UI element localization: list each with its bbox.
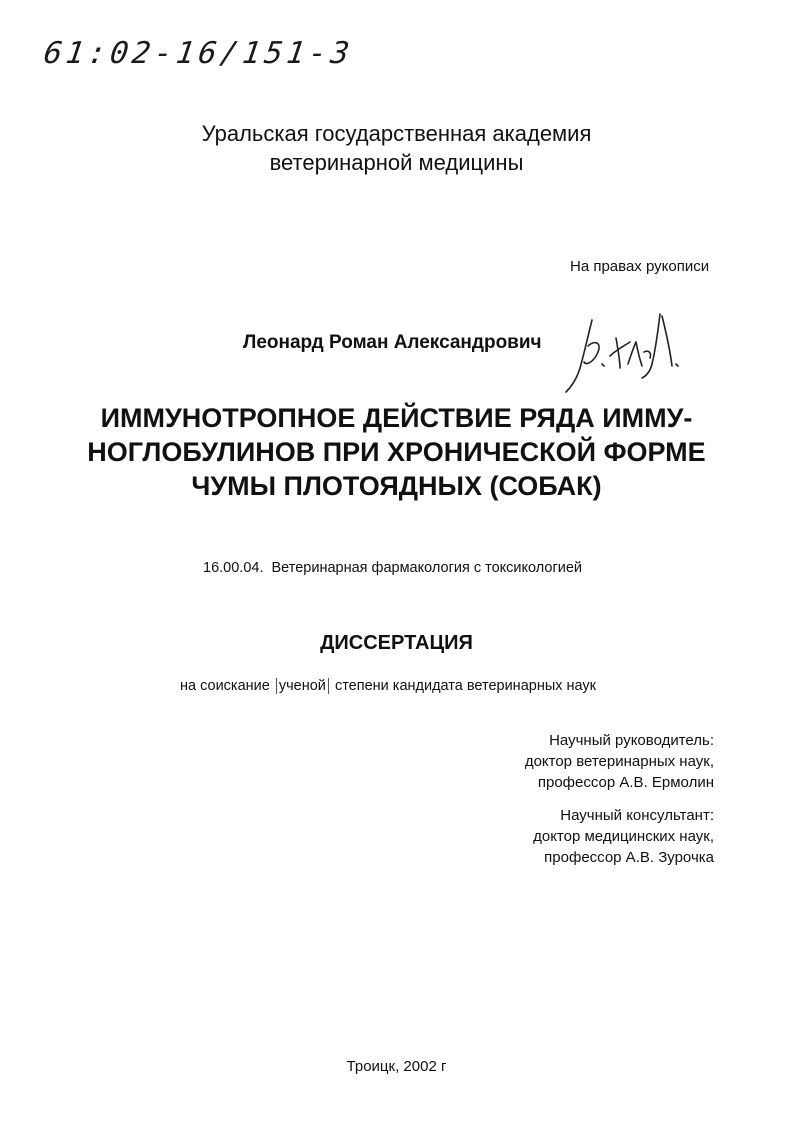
degree-statement [180,678,596,694]
document-type: ДИССЕРТАЦИЯ [320,632,473,654]
author-name: Леонард Роман Александрович [243,332,542,353]
consultant-name: профессор А.В. Зурочка [544,849,714,866]
degree-suffix: степени кандидата ветеринарных наук [334,678,597,694]
specialty-code: 16.00.04. [203,560,264,576]
dissertation-title-line-3: ЧУМЫ ПЛОТОЯДНЫХ (СОБАК) [191,471,602,501]
specialty-name: Ветеринарная фармакология с токсикологией [271,560,583,576]
place-and-year: Троицк, 2002 г [346,1058,447,1075]
institution-line-2: ветеринарной медицины [269,150,524,175]
supervisor-name: профессор А.В. Ермолин [537,774,714,791]
handwritten-catalog-number: 61:02-16/151-3 [41,36,356,71]
consultant-degree: доктор медицинских наук, [533,828,714,845]
supervisor-degree: доктор ветеринарных наук, [524,753,714,770]
specialty [203,560,582,576]
supervisor-role: Научный руководитель: [549,732,714,749]
consultant-role: Научный консультант: [560,807,714,824]
degree-prefix: на соискание [180,678,270,694]
degree-boxed-word: ученой [276,678,329,694]
rights-note: На правах рукописи [570,258,710,275]
dissertation-title-line-1: ИММУНОТРОПНОЕ ДЕЙСТВИЕ РЯДА ИММУ- [100,403,693,433]
consultant-block [533,805,714,868]
institution-line-1: Уральская государственная академия [201,121,592,146]
signature-icon [558,306,688,398]
dissertation-title-line-2: НОГЛОБУЛИНОВ ПРИ ХРОНИЧЕСКОЙ ФОРМЕ [87,437,706,467]
supervisor-block [525,730,714,793]
